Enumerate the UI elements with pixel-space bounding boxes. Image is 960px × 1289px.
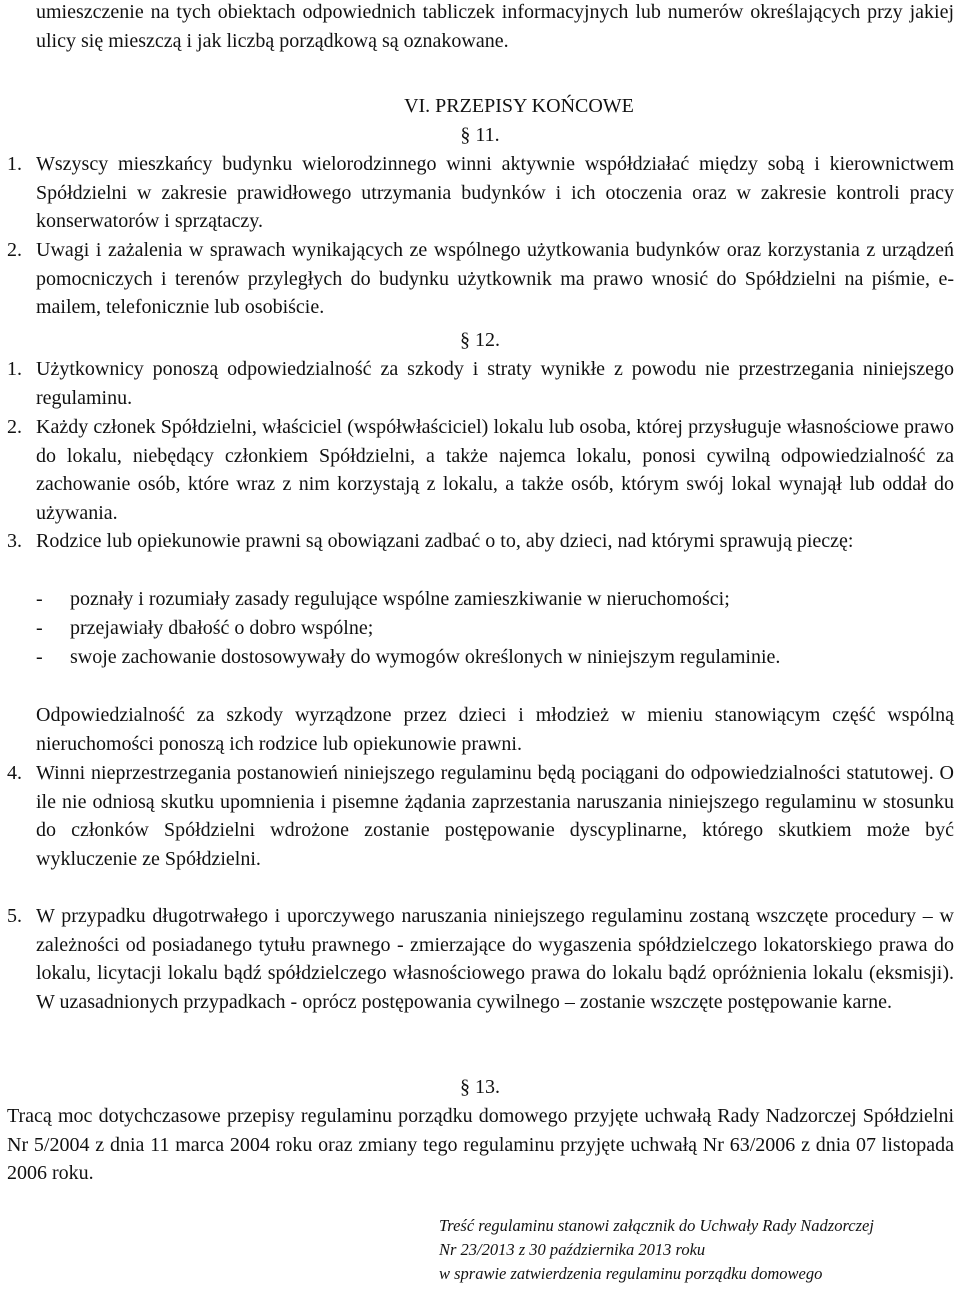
item-text: W przypadku długotrwałego i uporczywego naruszania niniejszego regulaminu zostaną wszczęte procedury – w zależności od posiadanego tytułu prawnego - zmierzające do wygaszenia spółdzielczego lokatorskiego prawa do lokalu, licytacji lokalu bądź spółdzielczego własnościowego prawa do lokalu bądź opróżnienia lokalu (eksmisji). W uzasadnionych przypadkach - oprócz postępowania cywilnego – zostanie wszczęte postępowanie karne.	[36, 905, 954, 1013]
bullet-dash: -	[36, 617, 43, 639]
item-number: 1.	[7, 153, 22, 175]
bullet-item: swoje zachowanie dostosowywały do wymogów określonych w niniejszym regulaminie.	[70, 646, 781, 668]
item-text: Wszyscy mieszkańcy budynku wielorodzinnego winni aktywnie współdziałać między sobą i kierownictwem Spółdzielni w zakresie prawidłowego utrzymania budynków i ich otoczenia oraz w zakresie kontroli pracy konserwatorów i sprzątaczy.	[36, 153, 954, 233]
paragraph-heading-12: § 12.	[460, 329, 500, 351]
paragraph-heading-11: § 11.	[460, 124, 500, 146]
item-text: Rodzice lub opiekunowie prawni są obowiązani zadbać o to, aby dzieci, nad którymi sprawują pieczę:	[36, 530, 854, 552]
bullet-item: przejawiały dbałość o dobro wspólne;	[70, 617, 374, 639]
bullet-dash: -	[36, 646, 43, 668]
footer-line: Nr 23/2013 z 30 października 2013 roku	[439, 1240, 706, 1259]
item-text: Uwagi i zażalenia w sprawach wynikających ze wspólnego użytkowania budynków oraz korzystania z urządzeń pomocniczych i terenów przyległych do budynku użytkownik ma prawo wnosić do Spółdzielni na piśmie, e-mailem, telefonicznie lub osobiście.	[36, 239, 954, 319]
item-text: Winni nieprzestrzegania postanowień niniejszego regulaminu będą pociągani do odpowiedzialności statutowej. O ile nie odniosą skutku upomnienia i pisemne żądania zaprzestania naruszania niniejszego regulaminu w stosunku do członków Spółdzielni wdrożone zostanie postępowanie dyscyplinarne, którego skutkiem może być wykluczenie ze Spółdzielni.	[36, 762, 954, 870]
section-title: VI. PRZEPISY KOŃCOWE	[404, 95, 634, 117]
footer-note	[439, 1214, 960, 1286]
item-number: 1.	[7, 358, 22, 380]
item-text: Użytkownicy ponoszą odpowiedzialność za szkody i straty wynikłe z powodu nie przestrzegania niniejszego regulaminu.	[36, 358, 954, 409]
top-paragraph: umieszczenie na tych obiektach odpowiednich tabliczek informacyjnych lub numerów określających przy jakiej ulicy się mieszczą i jak liczbą porządkową są oznakowane.	[36, 1, 954, 52]
item-number: 4.	[7, 762, 22, 784]
item-number: 2.	[7, 239, 22, 261]
item-number: 3.	[7, 530, 22, 552]
bullet-item: poznały i rozumiały zasady regulujące wspólne zamieszkiwanie w nieruchomości;	[70, 588, 730, 610]
item-number: 5.	[7, 905, 22, 927]
closing-paragraph: Tracą moc dotychczasowe przepisy regulaminu porządku domowego przyjęte uchwałą Rady Nadzorczej Spółdzielni Nr 5/2004 z dnia 11 marca 2004 roku oraz zmiany tego regulaminu przyjęte uchwałą Nr 63/2006 z dnia 07 listopada 2006 roku.	[7, 1105, 954, 1185]
liability-note: Odpowiedzialność za szkody wyrządzone przez dzieci i młodzież w mieniu stanowiącym część wspólną nieruchomości ponoszą ich rodzice lub opiekunowie prawni.	[36, 704, 954, 755]
footer-line: w sprawie zatwierdzenia regulaminu porządku domowego	[439, 1264, 823, 1283]
item-text: Każdy członek Spółdzielni, właściciel (współwłaściciel) lokalu lub osoba, której przysługuje własnościowe prawo do lokalu, niebędący członkiem Spółdzielni, a także najemca lokalu, ponosi cywilną odpowiedzialność za zachowanie osób, które wraz z nim korzystają z lokalu, a także osób, którym swój lokal wynajął lub oddał do używania.	[36, 416, 954, 524]
paragraph-heading-13: § 13.	[460, 1076, 500, 1098]
item-number: 2.	[7, 416, 22, 438]
footer-line: Treść regulaminu stanowi załącznik do Uchwały Rady Nadzorczej	[439, 1216, 874, 1235]
bullet-dash: -	[36, 588, 43, 610]
